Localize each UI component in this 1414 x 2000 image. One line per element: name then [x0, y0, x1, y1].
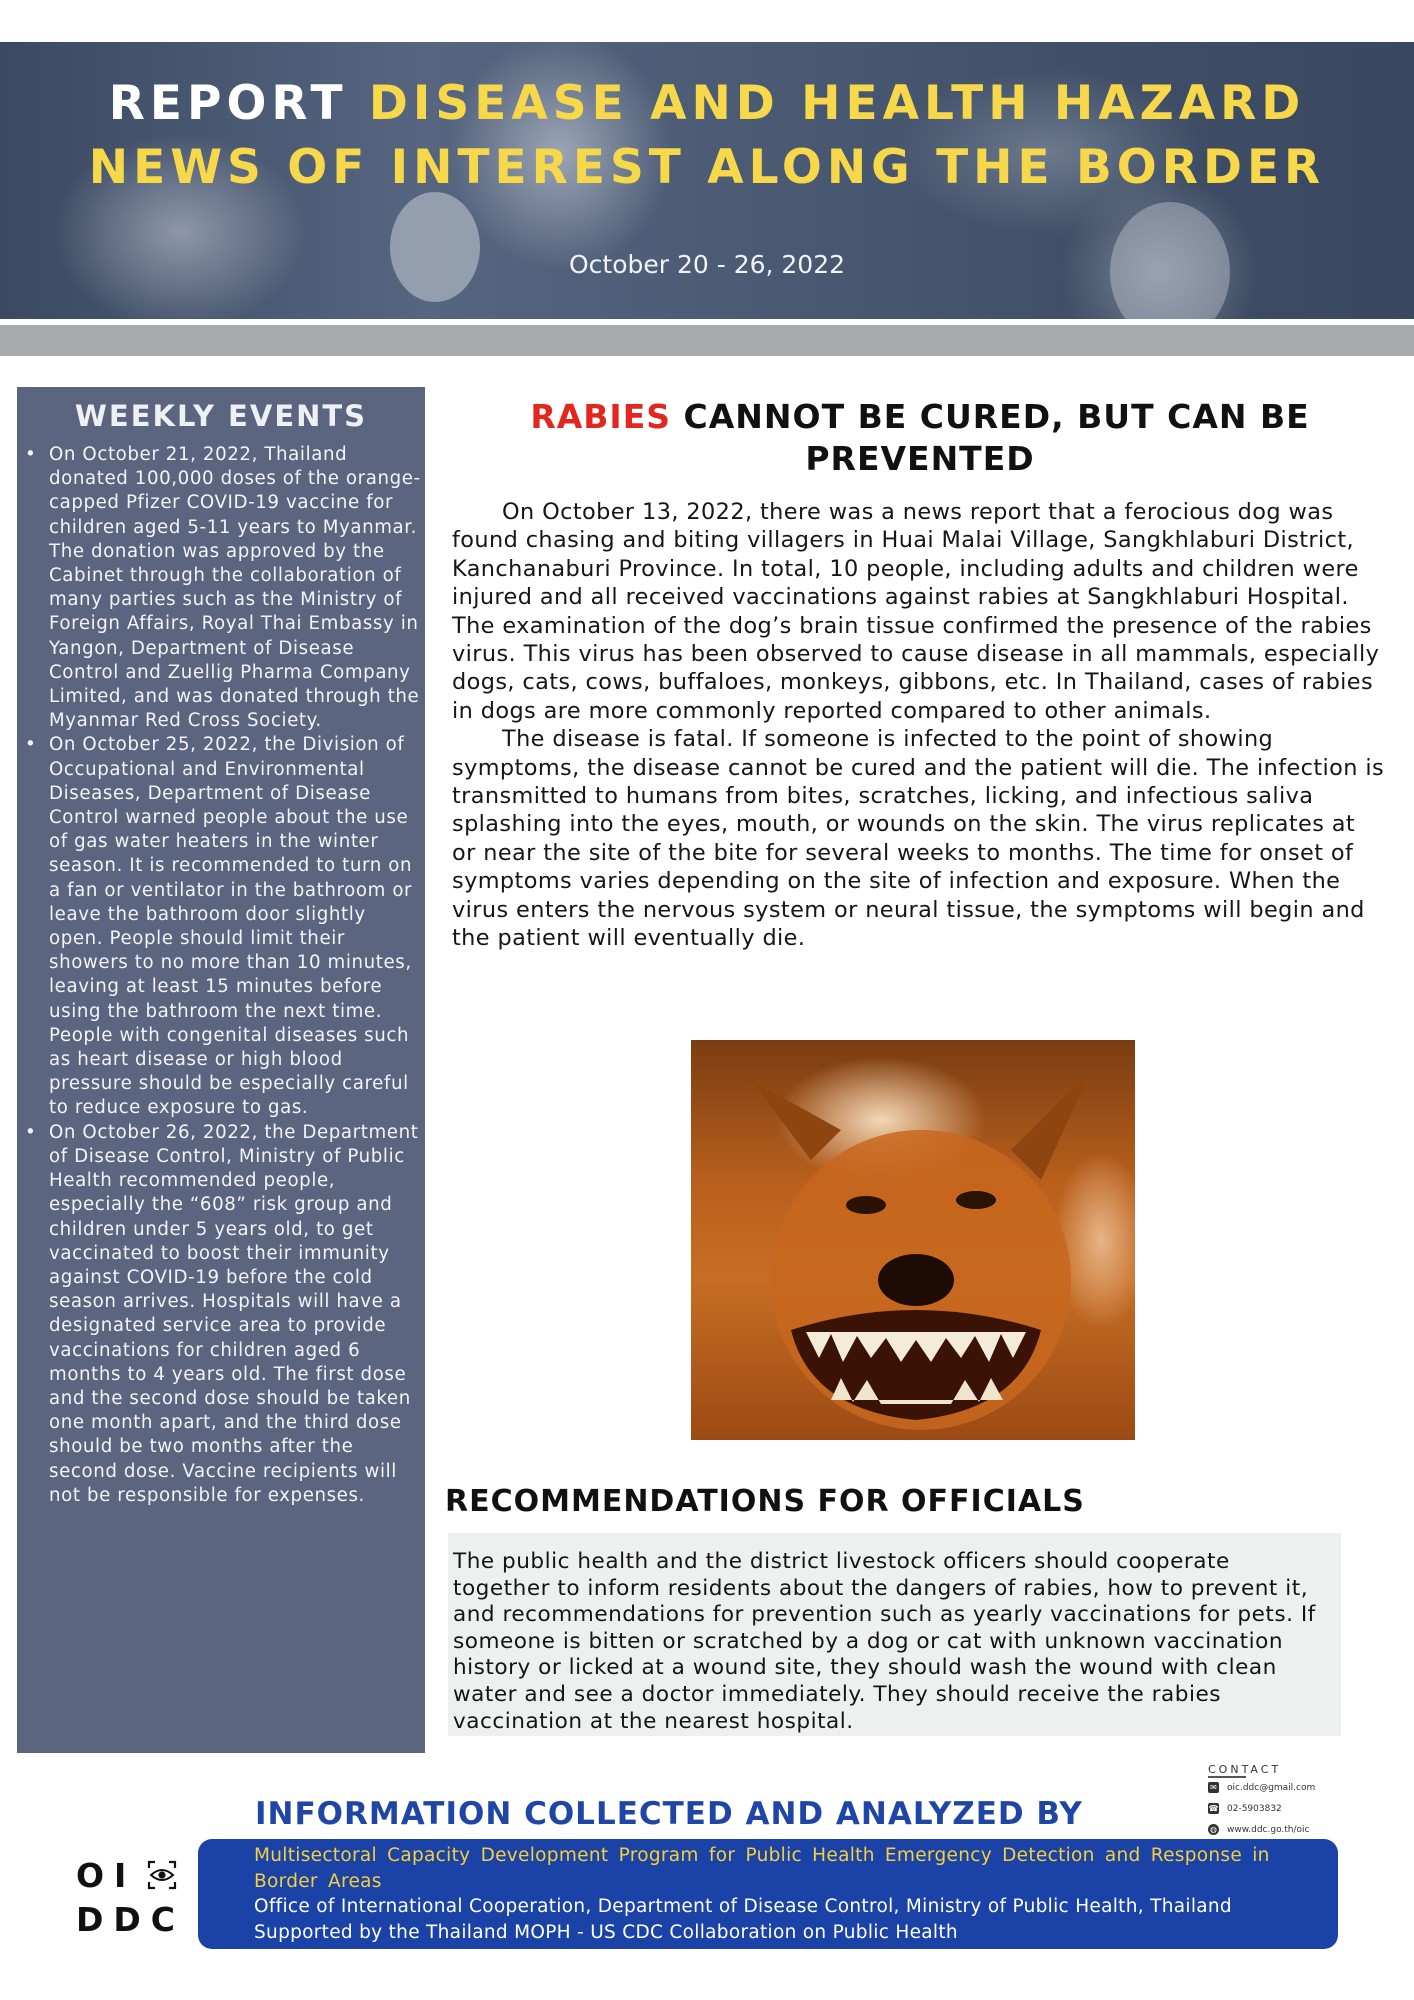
header-divider	[0, 325, 1414, 356]
contact-email-row	[1208, 1778, 1388, 1797]
report-title-line1	[0, 72, 1414, 136]
header-banner	[0, 42, 1414, 319]
weekly-events-heading: WEEKLY EVENTS	[74, 399, 368, 433]
bullet-icon: •	[25, 444, 37, 465]
logo-line2: DDC	[76, 1900, 186, 1939]
mail-icon: ✉	[1208, 1782, 1219, 1793]
event-item	[23, 733, 421, 1120]
contact-underline	[1208, 1776, 1246, 1778]
article-paragraph: The disease is fatal. If someone is infected to the point of showing symptoms, the disease cannot be cured and the patient will die. The infection is transmitted to humans from bites, scratches, licking, and infectious saliva splashing into the eyes, mouth, or wounds on the skin. The virus replicates at or near the site of the bite for several weeks to months. The time for onset of symptoms varies depending on the site of infection and exposure. When the virus enters the nervous system or neural tissue, the symptoms will begin and the patient will eventually die.	[452, 726, 1385, 952]
event-text: On October 25, 2022, the Division of Occupational and Environmental Diseases, Department of Disease Control warned people about the use of gas water heaters in the winter season. It is recommended to turn on a fan or ventilator in the bathroom or leave the bathroom door slightly open. People should limit their showers to no more than 10 minutes, leaving at least 15 minutes before using the bathroom the next time. People with congenital diseases such as heart disease or high blood pressure should be especially careful to reduce exposure to gas.	[49, 734, 413, 1119]
contact-website-row	[1208, 1820, 1388, 1839]
contact-block	[1208, 1763, 1388, 1839]
program-name: Multisectoral Capacity Development Program for Public Health Emergency Detection and Response in Border Areas	[254, 1845, 1270, 1892]
bullet-icon: •	[25, 1121, 37, 1143]
report-title-line2: NEWS OF INTEREST ALONG THE BORDER	[88, 140, 1326, 195]
globe-icon: ◍	[1208, 1824, 1219, 1835]
contact-email[interactable]: oic.ddc@gmail.com	[1227, 1782, 1316, 1793]
event-item	[23, 443, 421, 733]
weekly-events-panel	[17, 387, 425, 1753]
title-highlight: DISEASE AND HEALTH HAZARD	[368, 76, 1306, 131]
weekly-events-list	[17, 443, 425, 1508]
contact-phone-row	[1208, 1799, 1388, 1818]
banner-photo-figure	[390, 192, 480, 302]
recommendations-heading: RECOMMENDATIONS FOR OFFICIALS	[445, 1484, 1085, 1519]
bullet-icon: •	[25, 734, 37, 756]
article-title	[450, 396, 1390, 480]
office-name: Office of International Cooperation, Department of Disease Control, Ministry of Public Health, Thailand	[254, 1896, 1232, 1918]
title-word-report: REPORT	[108, 76, 348, 131]
eye-icon	[147, 1860, 177, 1890]
contact-website[interactable]: www.ddc.go.th/oic	[1227, 1824, 1310, 1835]
oic-ddc-logo	[76, 1856, 186, 1946]
article-title-highlight: RABIES	[530, 397, 672, 436]
phone-icon: ☎	[1208, 1804, 1219, 1813]
organization-box	[198, 1839, 1338, 1949]
event-text: On October 26, 2022, the Department of Disease Control, Ministry of Public Health recommended people, especially the “608” risk group and children under 5 years old, to get vaccinated to boost their immunity against COVID-19 before the cold season arrives. Hospitals will have a designated service area to provide vaccinations for children aged 6 months to 4 years old. The first dose and the second dose should be taken one month apart, and the third dose should be two months after the second dose. Vaccine recipients will not be responsible for expenses.	[49, 1121, 419, 1506]
contact-phone: 02-5903832	[1227, 1803, 1282, 1814]
support-note: Supported by the Thailand MOPH - US CDC Collaboration on Public Health	[254, 1921, 958, 1943]
article-paragraph: On October 13, 2022, there was a news report that a ferocious dog was found chasing and biting villagers in Huai Malai Village, Sangkhlaburi District, Kanchanaburi Province. In total, 10 people, including adults and children were injured and all received vaccinations against rabies at Sangkhlaburi Hospital. The examination of the dog’s brain tissue confirmed the presence of the rabies virus. This virus has been observed to cause disease in all mammals, especially dogs, cats, cows, buffaloes, monkeys, gibbons, etc. In Thailand, cases of rabies in dogs are more commonly reported compared to other animals.	[452, 499, 1380, 724]
report-date: October 20 - 26, 2022	[568, 250, 846, 279]
recommendations-text: The public health and the district livestock officers should cooperate together to inform residents about the dangers of rabies, how to prevent it, and recommendations for prevention such as yearly vaccinations for pets. If someone is bitten or scratched by a dog or cat with unknown vaccination history or licked at a wound site, they should wash the wound with clean water and see a doctor immediately. They should receive the rabies vaccination at the nearest hospital.	[448, 1533, 1341, 1736]
event-text: On October 21, 2022, Thailand donated 100,000 doses of the orange-capped Pfizer COVID-19 vaccine for children aged 5-11 years to Myanmar. The donation was approved by the Cabinet through the collaboration of many parties such as the Ministry of Foreign Affairs, Royal Thai Embassy in Yangon, Department of Disease Control and Zuellig Pharma Company Limited, and was donated through the Myanmar Red Cross Society.	[49, 444, 421, 732]
contact-label: CONTACT	[1208, 1763, 1282, 1776]
dog-illustration	[691, 1040, 1135, 1440]
event-item	[23, 1121, 421, 1508]
logo-line1: OI	[76, 1856, 137, 1895]
article-title-rest: CANNOT BE CURED, BUT CAN BE PREVENTED	[683, 397, 1310, 478]
information-heading: INFORMATION COLLECTED AND ANALYZED BY	[255, 1796, 1083, 1832]
article-body	[452, 498, 1386, 953]
rabid-dog-photo	[691, 1040, 1135, 1440]
